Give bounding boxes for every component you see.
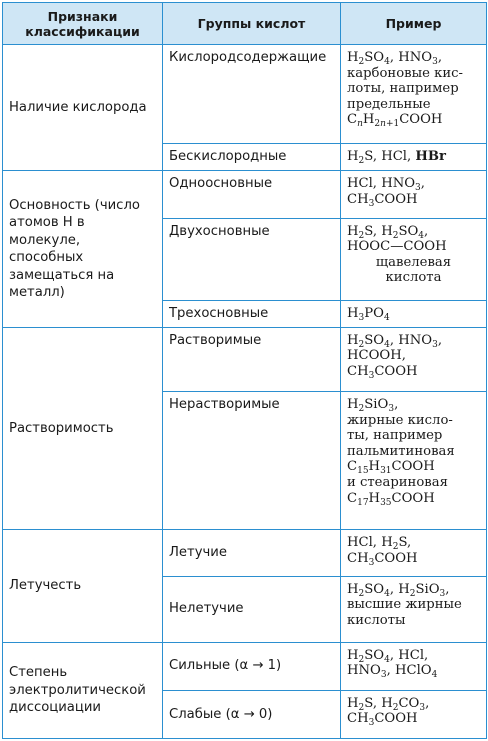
table-row xyxy=(3,45,487,144)
group-insoluble: Нерастворимые xyxy=(163,392,341,530)
group-dibasic: Двухосновные xyxy=(163,218,341,300)
example-soluble: $H_2SO_4$, $HNO_3$, HCOOH, $CH_3COOH$ xyxy=(341,327,487,391)
example-text: ты, например xyxy=(347,428,443,444)
criterion-volatility: Летучесть xyxy=(3,530,163,642)
example-strong: $H_2SO_4$, HCl, $HNO_3$, HClO$_4$ xyxy=(341,642,487,690)
header-groups: Группы кислот xyxy=(163,3,341,45)
example-nonvolatile: $H_2SO_4$, $H_2SiO_3$, высшие жирные кислоты xyxy=(341,576,487,642)
criterion-dissociation: Степень электролитической диссоциации xyxy=(3,642,163,738)
group-strong: Сильные (α → 1) xyxy=(163,642,341,690)
group-volatile: Летучие xyxy=(163,530,341,576)
example-text: пальмитиновая xyxy=(347,443,455,459)
acid-classification-table-container xyxy=(2,2,486,739)
example-text: и стеариновая xyxy=(347,474,448,490)
group-soluble: Растворимые xyxy=(163,327,341,391)
table-row xyxy=(3,530,487,576)
header-criterion: Признаки классификации xyxy=(3,3,163,45)
example-oxygen-containing: $H_2SO_4$, $HNO_3$, карбоновые кис- лоты, например предельные $C_nH_{2n+1}COOH$ xyxy=(341,45,487,144)
example-oxygen-free: $H_2S$, HCl, HBr xyxy=(341,144,487,171)
header-row xyxy=(3,3,487,45)
header-example: Пример xyxy=(341,3,487,45)
table-row xyxy=(3,327,487,391)
acid-classification-table xyxy=(2,2,487,739)
example-text: высшие жирные xyxy=(347,597,462,613)
example-text: щавелевая xyxy=(375,254,452,270)
group-nonvolatile: Нелетучие xyxy=(163,576,341,642)
group-monobasic: Одноосновные xyxy=(163,171,341,218)
example-text: кислота xyxy=(385,270,442,286)
table-row xyxy=(3,171,487,218)
example-text: предельные xyxy=(347,96,431,112)
criterion-oxygen: Наличие кислорода xyxy=(3,45,163,171)
example-text: кислоты xyxy=(347,612,406,628)
group-weak: Слабые (α → 0) xyxy=(163,690,341,738)
example-volatile: HCl, $H_2S$, $CH_3COOH$ xyxy=(341,530,487,576)
example-text: жирные кисло- xyxy=(347,412,453,428)
example-insoluble: $H_2SiO_3$, жирные кисло- ты, например пальмитиновая $C_{15}H_{31}COOH$ и стеариновая $C_{17}H_{35}COOH$ xyxy=(341,392,487,530)
example-weak: $H_2S$, $H_2CO_3$, $CH_3COOH$ xyxy=(341,690,487,738)
group-oxygen-containing: Кислородсодержащие xyxy=(163,45,341,144)
example-dibasic: $H_2S$, $H_2SO_4$, HOOC—COOH щавелевая кислота xyxy=(341,218,487,300)
criterion-basicity: Основность (число атомов H в молекуле, способных замещаться на металл) xyxy=(3,171,163,327)
example-text: лоты, например xyxy=(347,81,459,97)
example-text: карбоновые кис- xyxy=(347,65,463,81)
example-tribasic: $H_3PO_4$ xyxy=(341,300,487,327)
criterion-solubility: Растворимость xyxy=(3,327,163,530)
table-row xyxy=(3,642,487,690)
group-oxygen-free: Бескислородные xyxy=(163,144,341,171)
group-tribasic: Трехосновные xyxy=(163,300,341,327)
example-monobasic: HCl, $HNO_3$, $CH_3COOH$ xyxy=(341,171,487,218)
